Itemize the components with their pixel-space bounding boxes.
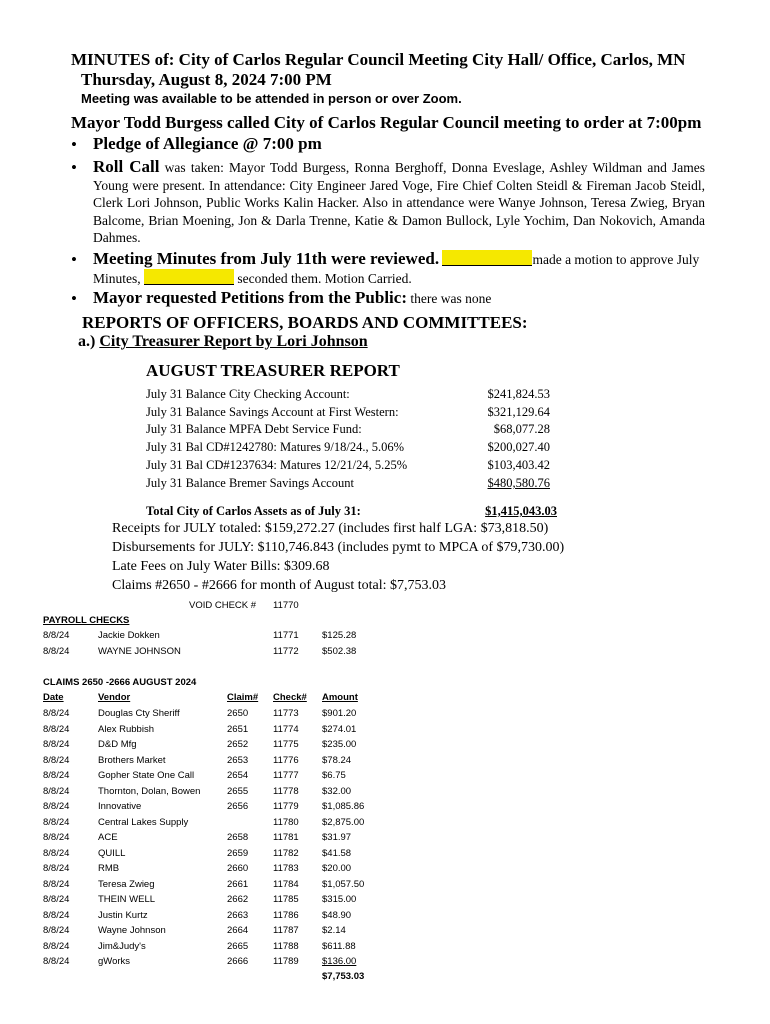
bullet-dot: • (71, 250, 77, 269)
table-cell-vendor: WAYNE JOHNSON (98, 646, 181, 657)
table-cell-check: 11779 (273, 801, 299, 812)
minutes-item (93, 250, 743, 287)
table-cell-claim: 2655 (227, 785, 249, 797)
table-cell-vendor: Alex Rubbish (98, 723, 154, 735)
bullet-dot: • (71, 158, 77, 177)
table-cell-check: 11785 (273, 894, 299, 905)
minutes-text2: Minutes, (93, 270, 141, 286)
meeting-date: Thursday, August 8, 2024 7:00 PM (81, 70, 332, 89)
col-vendor: Vendor (98, 692, 131, 703)
petitions-text: there was none (407, 291, 492, 306)
table-cell-date: 8/8/24 (43, 909, 70, 921)
table-cell-amount: $1,057.50 (322, 878, 365, 890)
table-cell-date: 8/8/24 (43, 785, 70, 797)
bullet-dot: • (71, 289, 77, 308)
table-cell-check: 11789 (273, 956, 299, 967)
table-cell-claim: 2662 (227, 894, 249, 905)
table-cell-amount: $41.58 (322, 847, 352, 859)
table-cell-amount: $611.88 (322, 940, 356, 952)
balance-label: July 31 Bal CD#1237634: Matures 12/21/24, 5.25% (146, 458, 408, 472)
table-cell-vendor: Brothers Market (98, 754, 166, 766)
balance-amount: $241,824.53 (487, 387, 550, 401)
table-cell-check: 11777 (273, 770, 299, 781)
rollcall-text: was taken: Mayor Todd Burgess, Ronna Berghoff, Donna Eveslage, Ashley Wildman and James Young were present. In attendance: City Engineer Jared Voge, Fire Chief Colten Steidl & Fireman Jacob Steidl, Clerk Lori Johnson, Public Works Kalin Hacker. Also in attendance were Wanye Johnson, Teresa Zwieg, Bryan Balcome, Brian Moening, Jon & Darla Trenne, Katie & Damon Bullock, Lyle Yochim, Dan Nokovich, Amanda Dahmes. (93, 160, 705, 245)
table-cell-check: 11780 (273, 816, 299, 828)
col-check: Check# (273, 692, 307, 703)
table-cell-date: 8/8/24 (43, 878, 70, 890)
table-cell-vendor: Douglas Cty Sheriff (98, 708, 180, 719)
table-cell-date: 8/8/24 (43, 863, 70, 874)
table-cell-check: 11772 (273, 646, 299, 657)
table-cell-check: 11784 (273, 878, 299, 890)
table-cell-vendor: Wayne Johnson (98, 925, 166, 936)
petitions-item (93, 289, 491, 308)
table-cell-amount: $32.00 (322, 785, 352, 797)
table-cell-vendor: Gopher State One Call (98, 770, 195, 781)
table-cell-amount: $20.00 (322, 863, 352, 874)
table-cell-vendor: ACE (98, 832, 118, 843)
table-cell-date: 8/8/24 (43, 739, 70, 750)
second-blank (144, 269, 234, 285)
table-cell-vendor: RMB (98, 863, 120, 874)
table-cell-amount: $78.24 (322, 754, 352, 766)
table-cell-date: 8/8/24 (43, 708, 70, 719)
table-cell-claim: 2659 (227, 847, 249, 859)
table-cell-check: 11775 (273, 739, 299, 750)
table-cell-amount: $274.01 (322, 723, 357, 735)
table-cell-amount: $6.75 (322, 770, 346, 781)
table-cell-amount: $2,875.00 (322, 816, 365, 828)
pledge-item (93, 135, 322, 154)
table-cell-vendor: Central Lakes Supply (98, 816, 189, 828)
table-cell-date: 8/8/24 (43, 956, 70, 967)
treasurer-title: City Treasurer Report by Lori Johnson (99, 333, 368, 350)
table-cell-check: 11787 (273, 925, 299, 936)
minutes-label: Meeting Minutes from July 11th were reviewed. (93, 249, 440, 268)
claims-total-line: Claims #2650 - #2666 for month of August total: $7,753.03 (112, 578, 447, 593)
table-cell-vendor: THEIN WELL (98, 894, 156, 905)
receipts-line: Receipts for JULY totaled: $159,272.27 (includes first half LGA: $73,818.50) (112, 521, 549, 536)
table-cell-amount: $235.00 (322, 739, 357, 750)
table-cell-claim: 2665 (227, 940, 249, 952)
zoom-note: Meeting was available to be attended in person or over Zoom. (81, 91, 462, 106)
table-cell-vendor: Jackie Dokken (98, 630, 160, 641)
balance-amount: $321,129.64 (487, 405, 550, 419)
bullet-dot: • (71, 135, 77, 154)
disbursements-line: Disbursements for JULY: $110,746.843 (includes pymt to MPCA of $79,730.00) (112, 540, 565, 555)
table-cell-check: 11774 (273, 723, 299, 735)
col-amount: Amount (322, 692, 358, 703)
table-cell-vendor: D&D Mfg (98, 739, 137, 750)
table-cell-claim: 2652 (227, 739, 249, 750)
table-cell-date: 8/8/24 (43, 770, 70, 781)
table-cell-amount: $136.00 (322, 956, 357, 967)
col-date: Date (43, 692, 64, 703)
table-cell-date: 8/8/24 (43, 646, 70, 657)
balance-label: July 31 Bal CD#1242780: Matures 9/18/24., 5.06% (146, 440, 404, 454)
motion-blank (442, 250, 532, 266)
table-cell-vendor: Jim&Judy's (98, 940, 146, 952)
table-cell-amount: $1,085.86 (322, 801, 365, 812)
balance-label: July 31 Balance MPFA Debt Service Fund: (146, 422, 362, 436)
table-cell-amount: $901.20 (322, 708, 357, 719)
claims-total: $7,753.03 (322, 971, 365, 982)
reports-heading: REPORTS OF OFFICERS, BOARDS AND COMMITTEES: (82, 313, 528, 332)
table-cell-check: 11788 (273, 940, 299, 952)
balance-amount: $103,403.42 (487, 458, 550, 472)
table-cell-check: 11773 (273, 708, 299, 719)
table-cell-date: 8/8/24 (43, 754, 70, 766)
balance-amount: $480,580.76 (487, 476, 550, 490)
table-cell-claim: 2663 (227, 909, 249, 921)
void-check-label: VOID CHECK # (189, 600, 257, 611)
table-cell-claim: 2666 (227, 956, 249, 967)
august-report-title: AUGUST TREASURER REPORT (146, 361, 400, 380)
minutes-title: MINUTES of: City of Carlos Regular Council Meeting City Hall/ Office, Carlos, MN (71, 50, 686, 69)
table-cell-claim: 2650 (227, 708, 249, 719)
table-cell-claim: 2664 (227, 925, 249, 936)
table-cell-amount: $125.28 (322, 630, 357, 641)
minutes-text1: made a motion to approve July (532, 252, 700, 267)
balance-label: July 31 Balance City Checking Account: (146, 387, 350, 401)
col-claim: Claim# (227, 692, 259, 703)
table-cell-date: 8/8/24 (43, 801, 70, 812)
treasurer-heading (78, 333, 368, 351)
total-assets-label: Total City of Carlos Assets as of July 31: (146, 504, 361, 518)
table-cell-amount: $2.14 (322, 925, 346, 936)
treasurer-prefix: a.) (78, 333, 96, 350)
claims-heading: CLAIMS 2650 -2666 AUGUST 2024 (43, 677, 197, 688)
table-cell-date: 8/8/24 (43, 925, 70, 936)
balance-amount: $68,077.28 (493, 422, 550, 436)
balance-label: July 31 Balance Bremer Savings Account (146, 476, 354, 490)
minutes-text3: seconded them. Motion Carried. (234, 270, 412, 286)
table-cell-vendor: Justin Kurtz (98, 909, 148, 921)
table-cell-amount: $502.38 (322, 646, 357, 657)
table-cell-date: 8/8/24 (43, 816, 70, 828)
table-cell-claim: 2656 (227, 801, 249, 812)
table-cell-claim: 2651 (227, 723, 249, 735)
table-cell-claim: 2661 (227, 878, 249, 890)
table-cell-vendor: Thornton, Dolan, Bowen (98, 785, 201, 797)
void-check-number: 11770 (273, 600, 299, 611)
payroll-heading: PAYROLL CHECKS (43, 615, 130, 626)
table-cell-date: 8/8/24 (43, 894, 70, 905)
rollcall-item (93, 158, 705, 247)
table-cell-claim: 2660 (227, 863, 249, 874)
table-cell-date: 8/8/24 (43, 630, 70, 641)
table-cell-check: 11771 (273, 630, 299, 641)
table-cell-claim: 2653 (227, 754, 249, 766)
table-cell-claim: 2658 (227, 832, 249, 843)
table-cell-amount: $315.00 (322, 894, 357, 905)
balance-label: July 31 Balance Savings Account at First Western: (146, 405, 399, 419)
table-cell-check: 11781 (273, 832, 299, 843)
table-cell-claim: 2654 (227, 770, 249, 781)
table-cell-date: 8/8/24 (43, 832, 70, 843)
pledge-text: Pledge of Allegiance @ 7:00 pm (93, 134, 322, 153)
late-fees-line: Late Fees on July Water Bills: $309.68 (112, 559, 330, 574)
table-cell-date: 8/8/24 (43, 847, 70, 859)
table-cell-amount: $48.90 (322, 909, 352, 921)
table-cell-vendor: Innovative (98, 801, 142, 812)
table-cell-vendor: gWorks (98, 956, 131, 967)
petitions-label: Mayor requested Petitions from the Public: (93, 288, 407, 307)
table-cell-check: 11776 (273, 754, 299, 766)
table-cell-amount: $31.97 (322, 832, 352, 843)
table-cell-date: 8/8/24 (43, 723, 70, 735)
total-assets-amount: $1,415,043.03 (485, 504, 557, 518)
table-cell-check: 11783 (273, 863, 299, 874)
table-cell-check: 11778 (273, 785, 299, 797)
balance-amount: $200,027.40 (487, 440, 550, 454)
table-cell-vendor: QUILL (98, 847, 126, 859)
rollcall-label: Roll Call (93, 157, 160, 176)
table-cell-vendor: Teresa Zwieg (98, 878, 155, 890)
table-cell-check: 11782 (273, 847, 299, 859)
call-to-order: Mayor Todd Burgess called City of Carlos Regular Council meeting to order at 7:00pm (71, 113, 702, 132)
table-cell-check: 11786 (273, 909, 299, 921)
table-cell-date: 8/8/24 (43, 940, 70, 952)
